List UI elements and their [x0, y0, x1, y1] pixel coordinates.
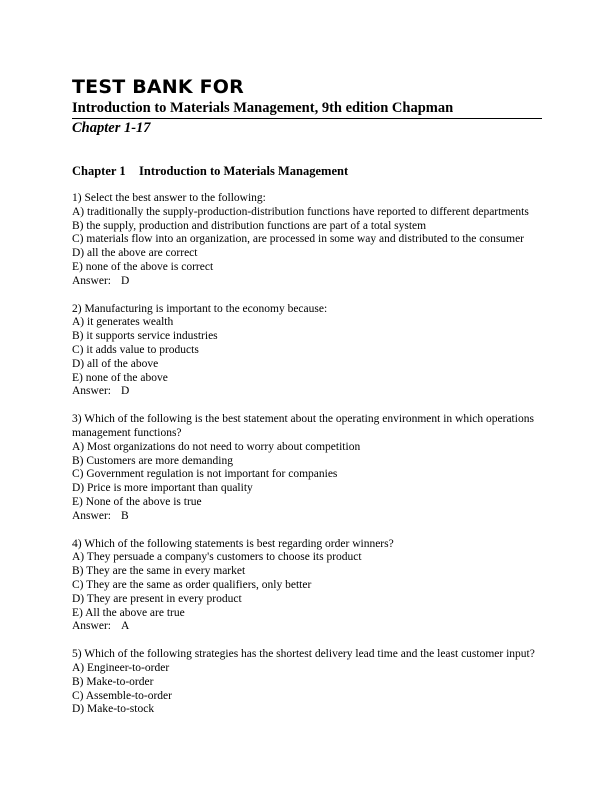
answer-label: Answer:	[72, 274, 111, 287]
document-header	[72, 76, 542, 137]
option-c: C) materials flow into an organization, are processed in some way and distributed to the consumer	[72, 233, 524, 246]
book-title: Introduction to Materials Management, 9th edition Chapman	[72, 100, 454, 116]
option-e: E) none of the above is correct	[72, 260, 214, 273]
option-b: B) Make-to-order	[72, 675, 154, 688]
option-b: B) it supports service industries	[72, 330, 218, 343]
answer-label: Answer:	[72, 509, 111, 522]
question-4	[72, 538, 547, 635]
option-e: E) All the above are true	[72, 606, 185, 619]
answer-line	[72, 510, 547, 524]
option-e: E) none of the above	[72, 371, 168, 384]
question-stem: 5) Which of the following strategies has the shortest delivery lead time and the least customer input?	[72, 648, 535, 661]
chapter-heading	[72, 163, 348, 179]
option-b: B) They are the same in every market	[72, 565, 246, 578]
question-stem: 1) Select the best answer to the following:	[72, 192, 266, 204]
answer-line	[72, 275, 547, 289]
question-2	[72, 303, 547, 400]
option-a: A) Engineer-to-order	[72, 661, 170, 674]
option-a: A) traditionally the supply-production-distribution functions have reported to different departments	[72, 205, 529, 218]
document-title: TEST BANK FOR	[72, 76, 244, 98]
answer-label: Answer:	[72, 385, 111, 398]
answer-label: Answer:	[72, 620, 111, 633]
answer-value: D	[121, 385, 130, 398]
option-d: D) Make-to-stock	[72, 703, 155, 716]
answer-value: A	[121, 620, 130, 633]
option-e: E) None of the above is true	[72, 495, 202, 508]
option-d: D) They are present in every product	[72, 592, 242, 605]
option-c: C) it adds value to products	[72, 343, 199, 356]
option-c: C) Assemble-to-order	[72, 689, 172, 702]
answer-line	[72, 385, 547, 399]
option-a: A) They persuade a company's customers to choose its product	[72, 551, 362, 564]
question-5	[72, 648, 547, 717]
option-d: D) all of the above	[72, 357, 159, 370]
option-b: B) the supply, production and distribution functions are part of a total system	[72, 219, 427, 232]
question-stem: 2) Manufacturing is important to the economy because:	[72, 302, 328, 315]
question-list	[72, 192, 547, 731]
answer-value: B	[121, 509, 129, 522]
option-d: D) Price is more important than quality	[72, 482, 253, 495]
option-d: D) all the above are correct	[72, 247, 198, 260]
chapter-number: Chapter 1	[72, 164, 126, 178]
option-b: B) Customers are more demanding	[72, 454, 233, 467]
chapter-name: Introduction to Materials Management	[139, 164, 349, 178]
option-c: C) They are the same as order qualifiers, only better	[72, 578, 312, 591]
question-1	[72, 192, 547, 289]
question-stem: 4) Which of the following statements is best regarding order winners?	[72, 537, 394, 550]
chapter-range: Chapter 1-17	[72, 120, 151, 136]
option-a: A) Most organizations do not need to worry about competition	[72, 440, 361, 453]
option-c: C) Government regulation is not important for companies	[72, 468, 338, 481]
option-a: A) it generates wealth	[72, 316, 174, 329]
answer-value: D	[121, 274, 130, 287]
question-3	[72, 413, 547, 523]
question-stem: 3) Which of the following is the best statement about the operating environment in which operations management functions?	[72, 413, 534, 439]
answer-line	[72, 620, 547, 634]
